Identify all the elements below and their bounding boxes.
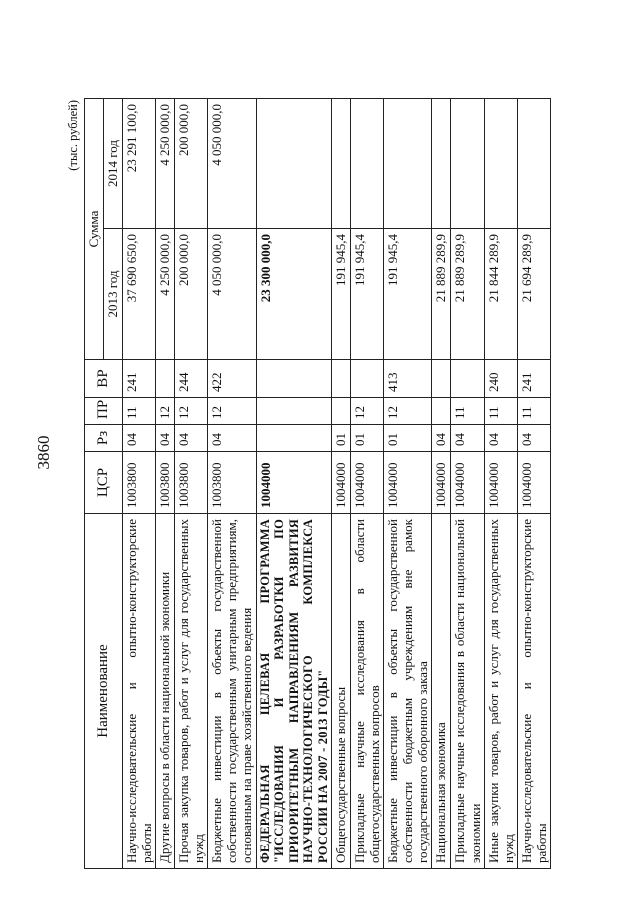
row-vr: [156, 360, 175, 398]
row-name: Национальная экономика: [432, 514, 451, 869]
row-pr: [432, 398, 451, 425]
row-csr: 1004000: [484, 452, 517, 514]
row-sum-2014: 4 250 000,0: [156, 99, 175, 229]
table-row: [451, 99, 484, 869]
row-rz: 01: [332, 425, 351, 452]
row-pr: 11: [484, 398, 517, 425]
row-sum-2013: 191 945,4: [332, 229, 351, 360]
row-name: Прикладные научные исследования в области общегосударственных вопросов: [351, 514, 384, 869]
table-row: [175, 99, 208, 869]
header-year-2013: 2013 год: [104, 229, 123, 360]
row-pr: 12: [156, 398, 175, 425]
table-row: [123, 99, 156, 869]
row-sum-2014: [256, 99, 332, 229]
row-rz: 04: [156, 425, 175, 452]
row-name: Прочая закупка товаров, работ и услуг для государственных нужд: [175, 514, 208, 869]
row-rz: 04: [175, 425, 208, 452]
row-pr: 11: [451, 398, 484, 425]
row-pr: 12: [208, 398, 256, 425]
row-rz: 04: [484, 425, 517, 452]
row-sum-2013: 21 889 289,9: [432, 229, 451, 360]
row-rz: 01: [351, 425, 384, 452]
row-csr: 1003800: [175, 452, 208, 514]
row-vr: 244: [175, 360, 208, 398]
row-sum-2014: 200 000,0: [175, 99, 208, 229]
row-csr: 1004000: [256, 452, 332, 514]
row-rz: 04: [208, 425, 256, 452]
row-sum-2014: [432, 99, 451, 229]
row-name: Научно-исследовательские и опытно-конструкторские работы: [517, 514, 550, 869]
row-sum-2013: 21 889 289,9: [451, 229, 484, 360]
row-csr: 1003800: [208, 452, 256, 514]
row-sum-2013: 200 000,0: [175, 229, 208, 360]
row-rz: 04: [123, 425, 156, 452]
header-vr: ВР: [85, 360, 123, 398]
row-pr: [256, 398, 332, 425]
table-row: [256, 99, 332, 869]
row-rz: 01: [384, 425, 432, 452]
row-vr: 240: [484, 360, 517, 398]
row-sum-2014: 23 291 100,0: [123, 99, 156, 229]
row-sum-2013: 37 690 650,0: [123, 229, 156, 360]
row-sum-2014: [332, 99, 351, 229]
row-name: Научно-исследовательские и опытно-конструкторские работы: [123, 514, 156, 869]
row-name: ФЕДЕРАЛЬНАЯ ЦЕЛЕВАЯ ПРОГРАММА "ИССЛЕДОВАНИЯ И РАЗРАБОТКИ ПО ПРИОРИТЕТНЫМ НАПРАВЛЕНИЯМ РАЗВИТИЯ НАУЧНО-ТЕХНОЛОГИЧЕСКОГО КОМПЛЕКСА РОССИИ НА 2007 - 2013 ГОДЫ": [256, 514, 332, 869]
row-sum-2013: 21 694 289,9: [517, 229, 550, 360]
row-sum-2013: 23 300 000,0: [256, 229, 332, 360]
row-pr: 11: [517, 398, 550, 425]
row-pr: 12: [351, 398, 384, 425]
header-csr: ЦСР: [85, 452, 123, 514]
row-csr: 1003800: [156, 452, 175, 514]
table-body: [123, 99, 551, 869]
table-row: [156, 99, 175, 869]
row-vr: [256, 360, 332, 398]
row-sum-2013: 4 250 000,0: [156, 229, 175, 360]
row-rz: [256, 425, 332, 452]
row-csr: 1003800: [123, 452, 156, 514]
row-sum-2014: [351, 99, 384, 229]
row-name: Прикладные научные исследования в области национальной экономики: [451, 514, 484, 869]
row-vr: 413: [384, 360, 432, 398]
row-name: Бюджетные инвестиции в объекты государственной собственности государственным унитарным предприятиям, основанным на праве хозяйственного ведения: [208, 514, 256, 869]
row-vr: 241: [517, 360, 550, 398]
table-row: [351, 99, 384, 869]
row-vr: [332, 360, 351, 398]
header-year-2014: 2014 год: [104, 99, 123, 229]
table-row: [384, 99, 432, 869]
row-vr: [351, 360, 384, 398]
row-csr: 1004000: [432, 452, 451, 514]
row-pr: [332, 398, 351, 425]
header-row: [85, 99, 104, 869]
header-pr: ПР: [85, 398, 123, 425]
unit-label: (тыс. рублей): [66, 100, 80, 171]
row-name: Бюджетные инвестиции в объекты государственной собственности бюджетным учреждениям вне рамок государственного оборонного заказа: [384, 514, 432, 869]
table-row: [484, 99, 517, 869]
budget-table: [84, 98, 551, 869]
row-csr: 1004000: [384, 452, 432, 514]
row-name: Другие вопросы в области национальной экономики: [156, 514, 175, 869]
row-sum-2013: 191 945,4: [351, 229, 384, 360]
row-sum-2014: [384, 99, 432, 229]
row-sum-2014: 4 050 000,0: [208, 99, 256, 229]
header-rz: Рз: [85, 425, 123, 452]
row-name: Иные закупки товаров, работ и услуг для государственных нужд: [484, 514, 517, 869]
header-name: Наименование: [85, 514, 123, 869]
row-vr: 422: [208, 360, 256, 398]
row-rz: 04: [451, 425, 484, 452]
row-csr: 1004000: [451, 452, 484, 514]
row-sum-2013: 4 050 000,0: [208, 229, 256, 360]
table-row: [432, 99, 451, 869]
header-sum: Сумма: [85, 99, 104, 360]
row-sum-2013: 21 844 289,9: [484, 229, 517, 360]
row-pr: 11: [123, 398, 156, 425]
table-row: [517, 99, 550, 869]
row-csr: 1004000: [517, 452, 550, 514]
row-pr: 12: [384, 398, 432, 425]
row-rz: 04: [432, 425, 451, 452]
row-csr: 1004000: [332, 452, 351, 514]
row-csr: 1004000: [351, 452, 384, 514]
row-sum-2014: [517, 99, 550, 229]
row-pr: 12: [175, 398, 208, 425]
page-number: 3860: [34, 435, 53, 470]
row-vr: [451, 360, 484, 398]
row-vr: 241: [123, 360, 156, 398]
table-row: [208, 99, 256, 869]
row-rz: 04: [517, 425, 550, 452]
row-vr: [432, 360, 451, 398]
row-sum-2014: [484, 99, 517, 229]
row-sum-2014: [451, 99, 484, 229]
table-row: [332, 99, 351, 869]
row-sum-2013: 191 945,4: [384, 229, 432, 360]
row-name: Общегосударственные вопросы: [332, 514, 351, 869]
